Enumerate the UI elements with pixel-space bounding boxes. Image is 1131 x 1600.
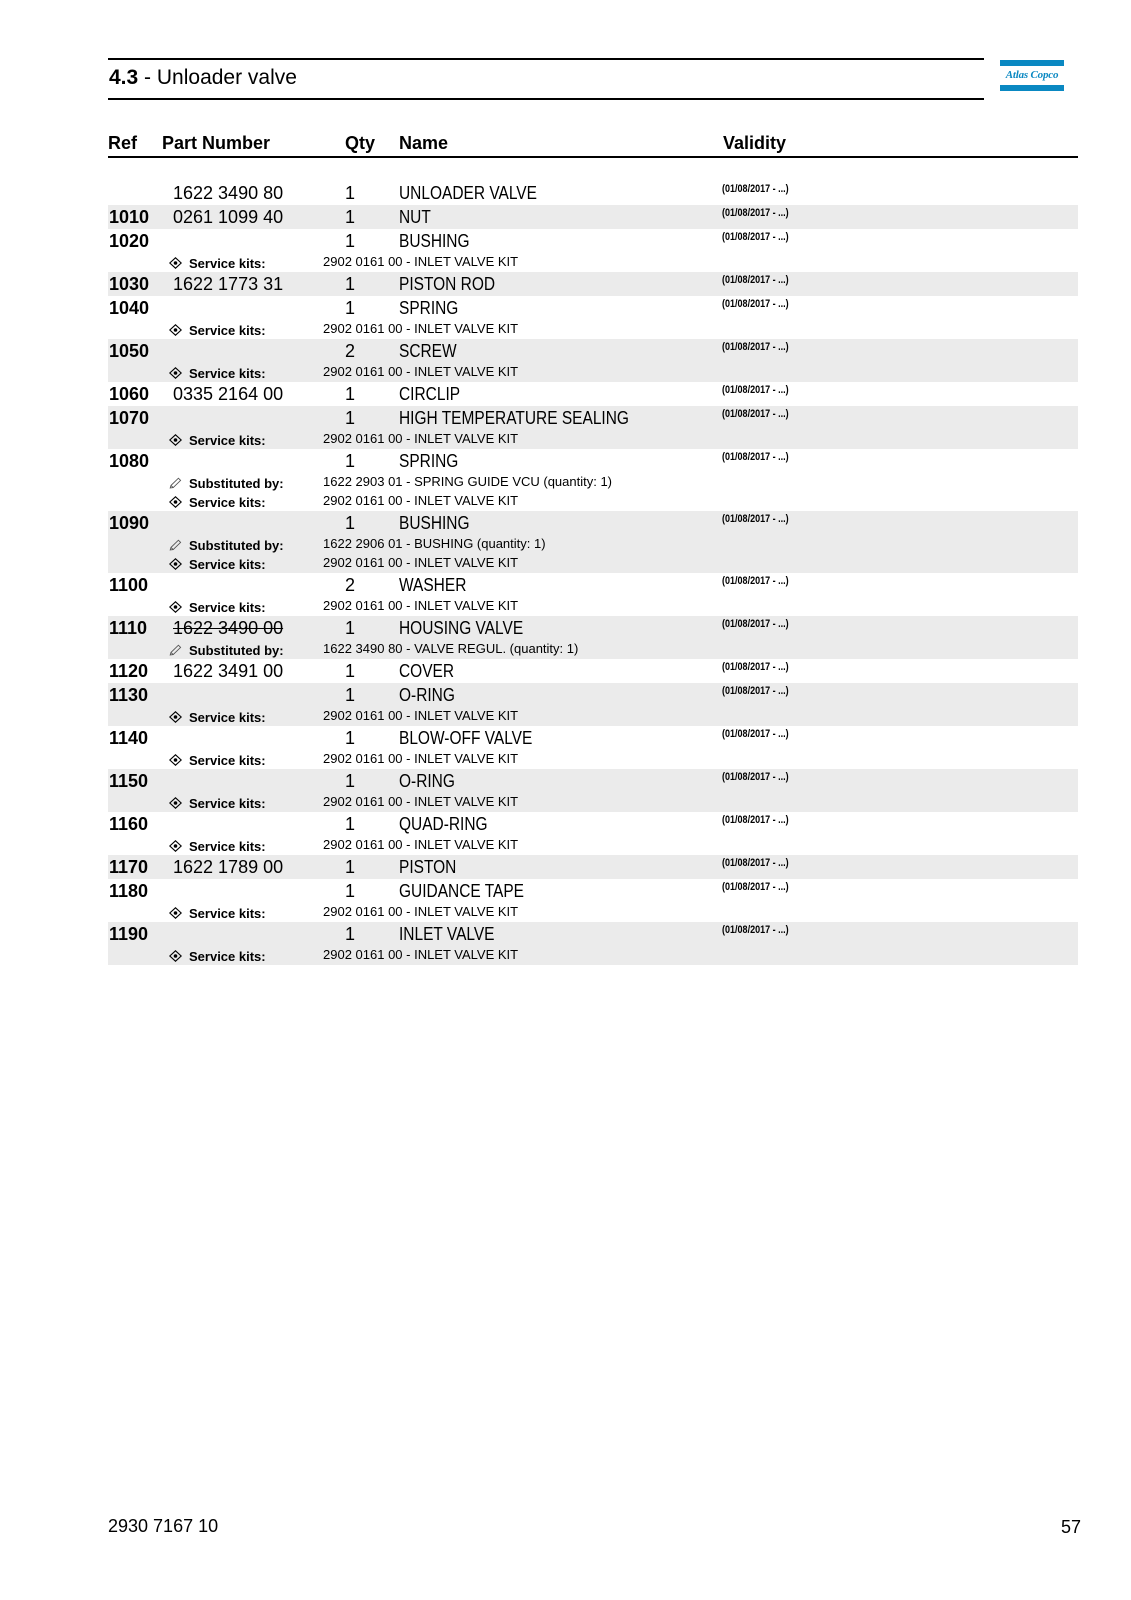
part-row — [108, 659, 1078, 683]
part-qty: 1 — [344, 513, 355, 533]
parts-table — [108, 181, 1078, 965]
service-kit-value: 2902 0161 00 - INLET VALVE KIT — [323, 904, 519, 919]
substituted-by-label: Substituted by: — [189, 476, 284, 491]
service-kit-value: 2902 0161 00 - INLET VALVE KIT — [323, 794, 519, 809]
service-kit-value: 2902 0161 00 - INLET VALVE KIT — [323, 254, 519, 269]
atlas-copco-logo — [1000, 60, 1064, 92]
column-header-validity: Validity — [723, 133, 787, 153]
part-validity: (01/08/2017 - ...) — [722, 298, 789, 310]
part-validity: (01/08/2017 - ...) — [722, 618, 789, 630]
part-validity: (01/08/2017 - ...) — [722, 685, 789, 697]
part-name: SPRING — [399, 451, 459, 471]
part-qty: 1 — [344, 924, 355, 944]
substitution-pen-icon — [169, 477, 182, 489]
service-kit-line — [108, 946, 1078, 965]
part-row — [108, 573, 1078, 616]
service-kit-line — [108, 430, 1078, 449]
part-name: UNLOADER VALVE — [399, 183, 537, 203]
part-name: SCREW — [399, 341, 457, 361]
part-qty: 1 — [344, 384, 355, 404]
part-validity: (01/08/2017 - ...) — [722, 513, 789, 525]
service-kit-line — [108, 554, 1078, 573]
part-qty: 1 — [344, 618, 355, 638]
service-kit-line — [108, 793, 1078, 812]
part-ref: 1050 — [109, 341, 150, 361]
service-kits-label: Service kits: — [189, 796, 266, 811]
substitution-line — [108, 473, 1078, 492]
part-validity: (01/08/2017 - ...) — [722, 274, 789, 286]
part-name: QUAD-RING — [399, 814, 488, 834]
service-kit-icon — [169, 754, 182, 766]
part-number: 1622 1773 31 — [173, 274, 284, 294]
service-kit-icon — [169, 950, 182, 962]
substitute-part-value: 1622 2903 01 - SPRING GUIDE VCU (quantity: 1) — [323, 474, 613, 489]
logo-top-bar — [1000, 60, 1064, 66]
service-kits-label: Service kits: — [189, 600, 266, 615]
part-name: O-RING — [399, 685, 455, 705]
substitute-part-value: 1622 3490 80 - VALVE REGUL. (quantity: 1) — [323, 641, 579, 656]
part-name: O-RING — [399, 771, 455, 791]
service-kit-icon — [169, 711, 182, 723]
part-name: PISTON ROD — [399, 274, 496, 294]
part-row — [108, 683, 1078, 726]
column-header-part-number: Part Number — [162, 133, 271, 153]
part-validity: (01/08/2017 - ...) — [722, 207, 789, 219]
service-kits-label: Service kits: — [189, 839, 266, 854]
column-header-rule — [108, 156, 1078, 158]
substituted-by-label: Substituted by: — [189, 643, 284, 658]
part-validity: (01/08/2017 - ...) — [722, 384, 789, 396]
part-row-main-line — [108, 726, 1078, 750]
part-row — [108, 855, 1078, 879]
service-kit-icon — [169, 257, 182, 269]
part-validity: (01/08/2017 - ...) — [722, 575, 789, 587]
part-row — [108, 812, 1078, 855]
service-kits-label: Service kits: — [189, 323, 266, 338]
part-ref: 1130 — [109, 685, 149, 705]
part-row — [108, 272, 1078, 296]
part-validity: (01/08/2017 - ...) — [722, 924, 789, 936]
service-kit-value: 2902 0161 00 - INLET VALVE KIT — [323, 555, 519, 570]
column-header-name: Name — [399, 133, 449, 153]
service-kits-label: Service kits: — [189, 906, 266, 921]
part-name: HOUSING VALVE — [399, 618, 524, 638]
logo-bottom-bar — [1000, 85, 1064, 91]
part-ref: 1170 — [109, 857, 149, 877]
part-row — [108, 726, 1078, 769]
service-kit-icon — [169, 496, 182, 508]
part-qty: 1 — [344, 231, 355, 251]
service-kit-icon — [169, 797, 182, 809]
header-top-rule — [108, 58, 984, 60]
substitution-line — [108, 640, 1078, 659]
part-qty: 2 — [344, 575, 355, 595]
service-kit-value: 2902 0161 00 - INLET VALVE KIT — [323, 364, 519, 379]
part-ref: 1070 — [109, 408, 150, 428]
part-qty: 2 — [344, 341, 355, 361]
service-kits-label: Service kits: — [189, 557, 266, 572]
part-row — [108, 205, 1078, 229]
service-kit-value: 2902 0161 00 - INLET VALVE KIT — [323, 431, 519, 446]
part-number: 1622 1789 00 — [173, 857, 284, 877]
part-qty: 1 — [344, 661, 355, 681]
service-kit-value: 2902 0161 00 - INLET VALVE KIT — [323, 321, 519, 336]
service-kit-line — [108, 903, 1078, 922]
substitution-pen-icon — [169, 644, 182, 656]
section-number: 4.3 — [109, 66, 139, 89]
part-qty: 1 — [344, 771, 355, 791]
footer-page-number: 57 — [1060, 1517, 1081, 1537]
part-ref: 1140 — [109, 728, 149, 748]
service-kit-icon — [169, 840, 182, 852]
part-row — [108, 406, 1078, 449]
logo-wordmark: Atlas Copco — [1005, 69, 1059, 81]
substitution-line — [108, 535, 1078, 554]
service-kit-value: 2902 0161 00 - INLET VALVE KIT — [323, 751, 519, 766]
part-row — [108, 382, 1078, 406]
part-ref: 1040 — [109, 298, 150, 318]
part-validity: (01/08/2017 - ...) — [722, 451, 789, 463]
service-kit-line — [108, 363, 1078, 382]
part-row-main-line — [108, 511, 1078, 535]
part-qty: 1 — [344, 451, 355, 471]
part-row-main-line — [108, 296, 1078, 320]
section-title: Unloader valve — [156, 66, 297, 89]
part-row-main-line — [108, 573, 1078, 597]
part-name: BLOW-OFF VALVE — [399, 728, 533, 748]
part-row-main-line — [108, 229, 1078, 253]
service-kits-label: Service kits: — [189, 949, 266, 964]
part-ref: 1010 — [109, 207, 150, 227]
part-validity: (01/08/2017 - ...) — [722, 881, 789, 893]
service-kit-line — [108, 253, 1078, 272]
part-ref: 1180 — [109, 881, 149, 901]
page-title — [109, 64, 297, 92]
part-row-main-line — [108, 855, 1078, 879]
part-ref: 1120 — [109, 661, 149, 681]
part-ref: 1160 — [109, 814, 149, 834]
part-qty: 1 — [344, 857, 355, 877]
part-row-main-line — [108, 769, 1078, 793]
part-validity: (01/08/2017 - ...) — [722, 771, 789, 783]
service-kits-label: Service kits: — [189, 256, 266, 271]
part-number: 0335 2164 00 — [173, 384, 284, 404]
part-row-main-line — [108, 922, 1078, 946]
part-number: 0261 1099 40 — [173, 207, 284, 227]
part-qty: 1 — [344, 298, 355, 318]
part-validity: (01/08/2017 - ...) — [722, 183, 789, 195]
part-qty: 1 — [344, 728, 355, 748]
part-row — [108, 616, 1078, 659]
part-row — [108, 879, 1078, 922]
part-row-main-line — [108, 879, 1078, 903]
part-validity: (01/08/2017 - ...) — [722, 408, 789, 420]
part-ref: 1150 — [109, 771, 149, 791]
part-name: GUIDANCE TAPE — [399, 881, 525, 901]
service-kit-value: 2902 0161 00 - INLET VALVE KIT — [323, 493, 519, 508]
service-kit-line — [108, 492, 1078, 511]
column-header-ref: Ref — [108, 133, 138, 153]
substituted-by-label: Substituted by: — [189, 538, 284, 553]
part-validity: (01/08/2017 - ...) — [722, 231, 789, 243]
part-row — [108, 296, 1078, 339]
part-qty: 1 — [344, 274, 355, 294]
part-ref: 1020 — [109, 231, 150, 251]
part-validity: (01/08/2017 - ...) — [722, 814, 789, 826]
title-separator: - — [138, 66, 157, 89]
part-validity: (01/08/2017 - ...) — [722, 341, 789, 353]
part-ref: 1100 — [109, 575, 149, 595]
service-kits-label: Service kits: — [189, 710, 266, 725]
part-row-main-line — [108, 205, 1078, 229]
part-row — [108, 769, 1078, 812]
part-name: SPRING — [399, 298, 459, 318]
part-qty: 1 — [344, 183, 355, 203]
service-kit-value: 2902 0161 00 - INLET VALVE KIT — [323, 837, 519, 852]
service-kit-value: 2902 0161 00 - INLET VALVE KIT — [323, 708, 519, 723]
part-name: PISTON — [399, 857, 457, 877]
part-ref: 1030 — [109, 274, 150, 294]
part-ref: 1110 — [109, 618, 148, 638]
service-kit-line — [108, 750, 1078, 769]
part-row — [108, 229, 1078, 272]
part-row-main-line — [108, 382, 1078, 406]
part-ref: 1090 — [109, 513, 150, 533]
service-kit-value: 2902 0161 00 - INLET VALVE KIT — [323, 598, 519, 613]
part-name: BUSHING — [399, 513, 470, 533]
part-number: 1622 3491 00 — [173, 661, 284, 681]
part-name: INLET VALVE — [399, 924, 495, 944]
service-kit-icon — [169, 434, 182, 446]
part-row — [108, 449, 1078, 511]
service-kits-label: Service kits: — [189, 366, 266, 381]
part-row-main-line — [108, 272, 1078, 296]
part-row — [108, 511, 1078, 573]
part-name: COVER — [399, 661, 455, 681]
part-row-main-line — [108, 616, 1078, 640]
part-name: HIGH TEMPERATURE SEALING — [399, 408, 629, 428]
part-row-main-line — [108, 406, 1078, 430]
service-kits-label: Service kits: — [189, 753, 266, 768]
part-number: 1622 3490 80 — [173, 183, 284, 203]
part-ref: 1060 — [109, 384, 150, 404]
substitute-part-value: 1622 2906 01 - BUSHING (quantity: 1) — [323, 536, 546, 551]
part-row-main-line — [108, 659, 1078, 683]
part-row-main-line — [108, 449, 1078, 473]
part-row-main-line — [108, 339, 1078, 363]
part-row — [108, 922, 1078, 965]
part-qty: 1 — [344, 814, 355, 834]
service-kit-value: 2902 0161 00 - INLET VALVE KIT — [323, 947, 519, 962]
part-ref: 1080 — [109, 451, 150, 471]
service-kit-line — [108, 320, 1078, 339]
part-validity: (01/08/2017 - ...) — [722, 661, 789, 673]
service-kits-label: Service kits: — [189, 433, 266, 448]
service-kits-label: Service kits: — [189, 495, 266, 510]
part-qty: 1 — [344, 881, 355, 901]
service-kit-icon — [169, 367, 182, 379]
part-name: BUSHING — [399, 231, 470, 251]
substitution-pen-icon — [169, 539, 182, 551]
part-qty: 1 — [344, 207, 355, 227]
part-row-main-line — [108, 181, 1078, 205]
service-kit-line — [108, 597, 1078, 616]
header-bottom-rule — [108, 98, 984, 100]
part-row-main-line — [108, 812, 1078, 836]
service-kit-line — [108, 836, 1078, 855]
service-kit-icon — [169, 907, 182, 919]
part-ref: 1190 — [109, 924, 149, 944]
part-validity: (01/08/2017 - ...) — [722, 857, 789, 869]
service-kit-icon — [169, 601, 182, 613]
part-validity: (01/08/2017 - ...) — [722, 728, 789, 740]
part-row-main-line — [108, 683, 1078, 707]
part-row — [108, 181, 1078, 205]
part-qty: 1 — [344, 408, 355, 428]
part-name: NUT — [399, 207, 431, 227]
part-name: WASHER — [399, 575, 467, 595]
service-kit-icon — [169, 324, 182, 336]
part-number: 1622 3490 00 — [173, 618, 284, 638]
part-qty: 1 — [344, 685, 355, 705]
footer-document-number: 2930 7167 10 — [108, 1516, 219, 1536]
service-kit-icon — [169, 558, 182, 570]
column-header-qty: Qty — [345, 133, 376, 153]
part-name: CIRCLIP — [399, 384, 461, 404]
service-kit-line — [108, 707, 1078, 726]
part-row — [108, 339, 1078, 382]
